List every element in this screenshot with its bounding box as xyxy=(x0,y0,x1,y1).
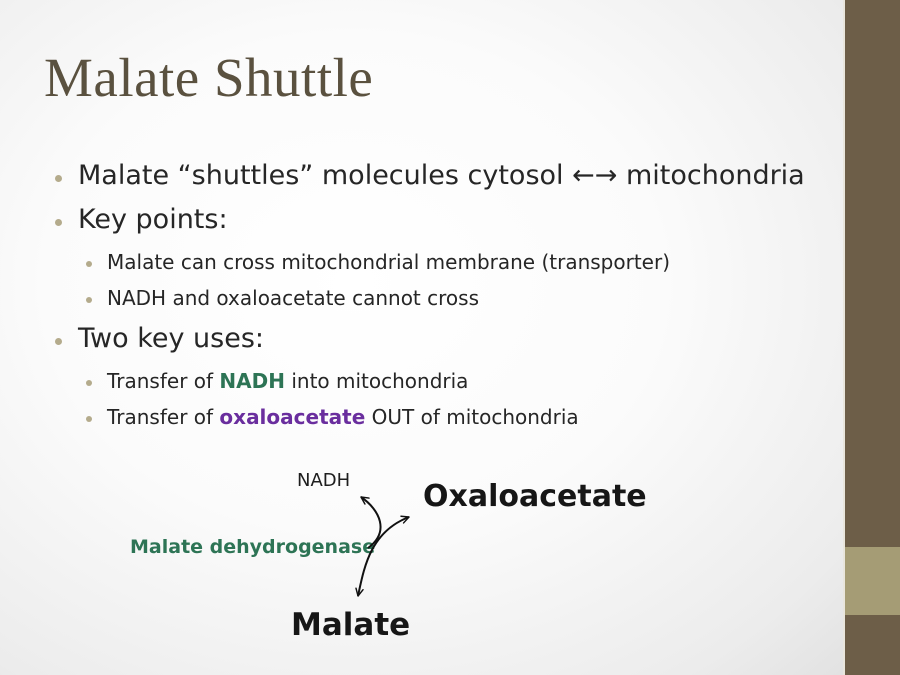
sub-bullet-text: Transfer of xyxy=(107,405,220,429)
highlight-nadh: NADH xyxy=(219,369,285,393)
bullet-key-points: Key points: xyxy=(78,204,228,235)
highlight-oxaloacetate: oxaloacetate xyxy=(219,405,366,429)
sub-bullet-cannot-cross: NADH and oxaloacetate cannot cross xyxy=(107,286,479,310)
sub-bullet-malate-cross: Malate can cross mitochondrial membrane (transporter) xyxy=(107,250,670,274)
nadh-label: NADH xyxy=(297,470,351,491)
sub-bullet-text: Transfer of xyxy=(107,369,220,393)
bullet-shuttle: Malate “shuttles” molecules cytosol ←→ mitochondria xyxy=(78,160,805,191)
slide-title: Malate Shuttle xyxy=(44,47,374,108)
enzyme-label: Malate dehydrogenase xyxy=(130,536,376,558)
sub-bullet-text: OUT of mitochondria xyxy=(365,405,579,429)
malate-label: Malate xyxy=(291,607,411,643)
sub-bullet-text: into mitochondria xyxy=(284,369,469,393)
main-arrow xyxy=(358,517,409,596)
bullet-two-key-uses: Two key uses: xyxy=(78,323,265,354)
oxaloacetate-label: Oxaloacetate xyxy=(423,479,647,514)
